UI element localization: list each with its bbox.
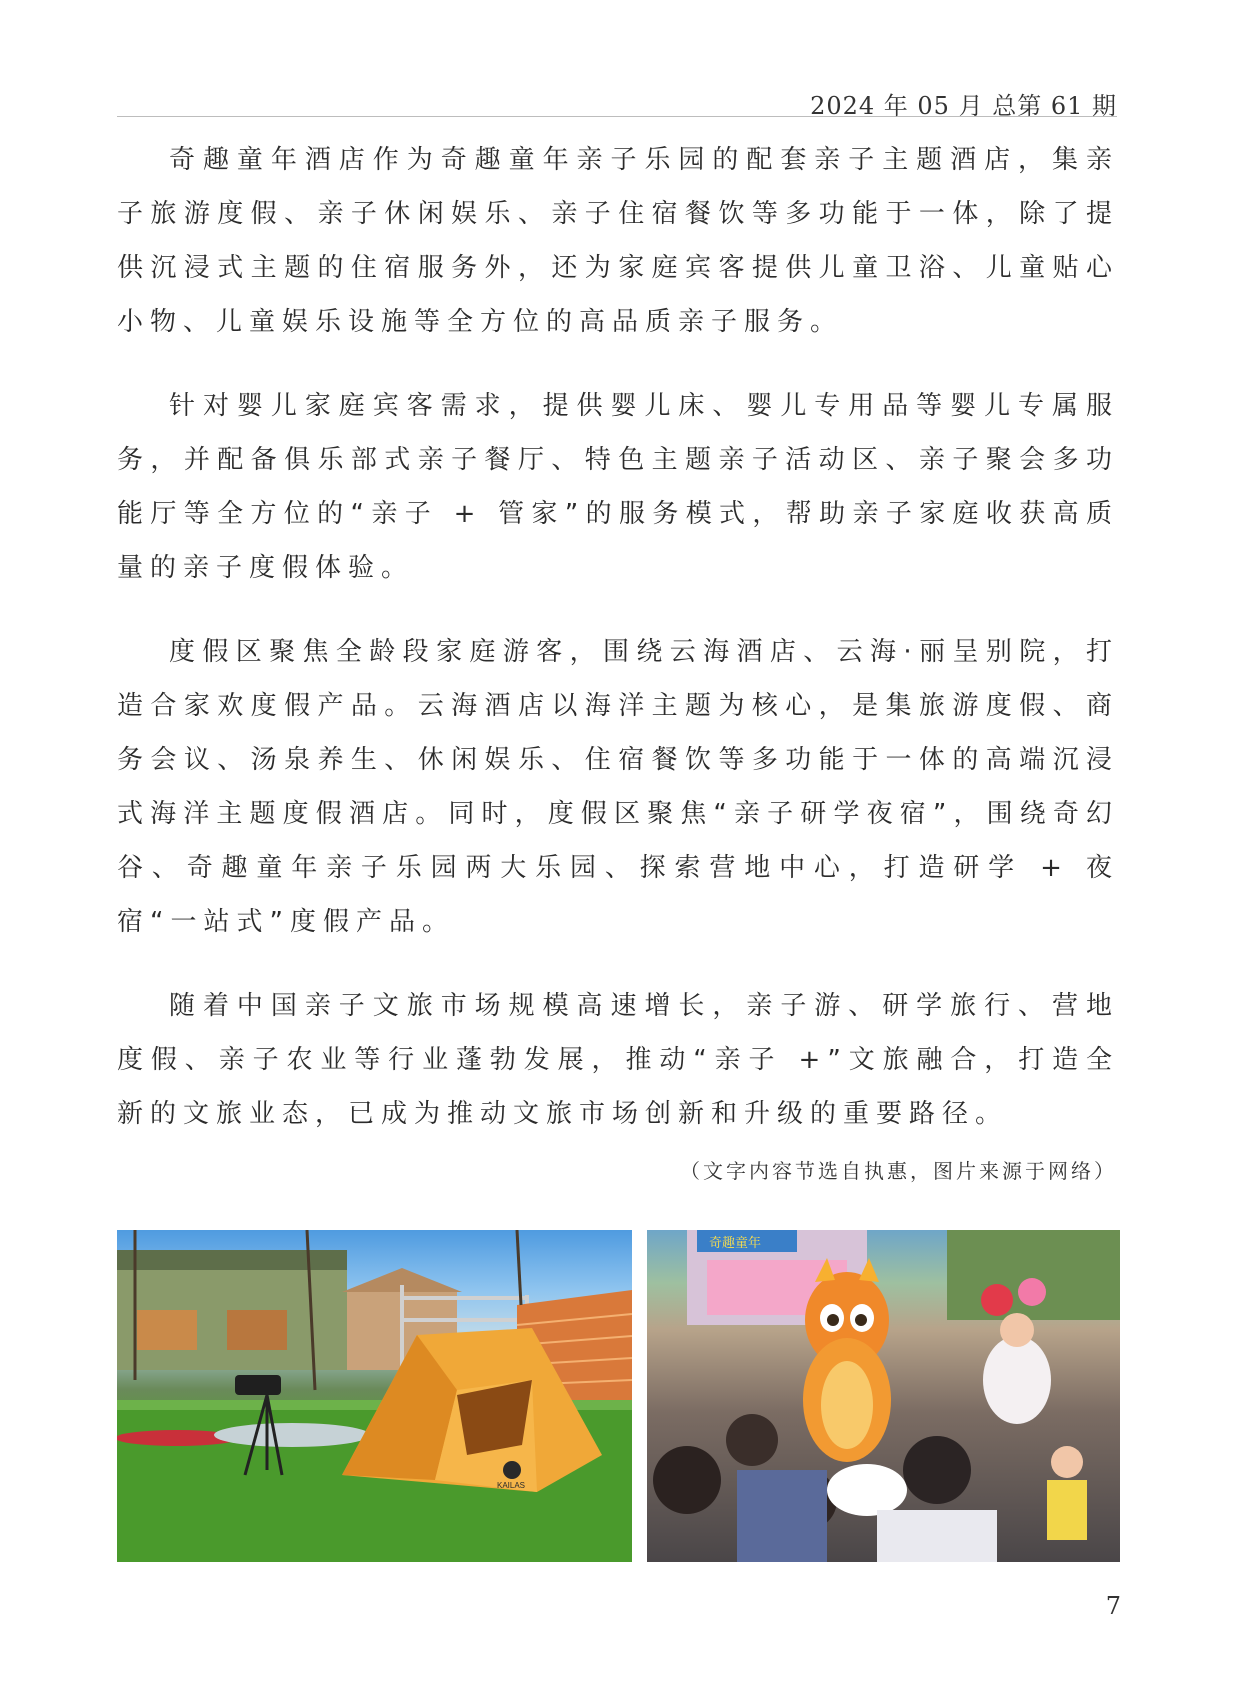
camping-tent-photo — [117, 1230, 632, 1562]
paragraph: 度假区聚焦全龄段家庭游客，围绕云海酒店、云海·丽呈别院，打造合家欢度假产品。云海酒店以海洋主题为核心，是集旅游度假、商务会议、汤泉养生、休闲娱乐、住宿餐饮等多功能于一体的高端沉浸式海洋主题度假酒店。同时，度假区聚焦“亲子研学夜宿”，围绕奇幻谷、奇趣童年亲子乐园两大乐园、探索营地中心，打造研学 + 夜宿“一站式”度假产品。 — [117, 637, 1119, 937]
article-body — [117, 133, 1119, 1171]
paragraph: 随着中国亲子文旅市场规模高速增长，亲子游、研学旅行、营地度假、亲子农业等行业蓬勃发展，推动“亲子 +”文旅融合，打造全新的文旅业态，已成为推动文旅市场创新和升级的重要路径。 — [117, 991, 1119, 1129]
tent-logo: KAILAS — [497, 1481, 526, 1490]
source-note: （文字内容节选自执惠，图片来源于网络） — [680, 1159, 1117, 1183]
page-number: 7 — [1105, 1592, 1121, 1620]
issue-info: 2024 年 05 月 总第 61 期 — [810, 92, 1117, 120]
sign-text: 奇趣童年 — [709, 1236, 762, 1251]
mascot-crowd-photo — [647, 1230, 1120, 1562]
page-header — [117, 80, 1117, 120]
paragraph: 针对婴儿家庭宾客需求，提供婴儿床、婴儿专用品等婴儿专属服务，并配备俱乐部式亲子餐厅、特色主题亲子活动区、亲子聚会多功能厅等全方位的“亲子 + 管家”的服务模式，帮助亲子家庭收获高质量的亲子度假体验。 — [117, 391, 1119, 583]
paragraph: 奇趣童年酒店作为奇趣童年亲子乐园的配套亲子主题酒店，集亲子旅游度假、亲子休闲娱乐、亲子住宿餐饮等多功能于一体，除了提供沉浸式主题的住宿服务外，还为家庭宾客提供儿童卫浴、儿童贴心小物、儿童娱乐设施等全方位的高品质亲子服务。 — [117, 145, 1119, 337]
